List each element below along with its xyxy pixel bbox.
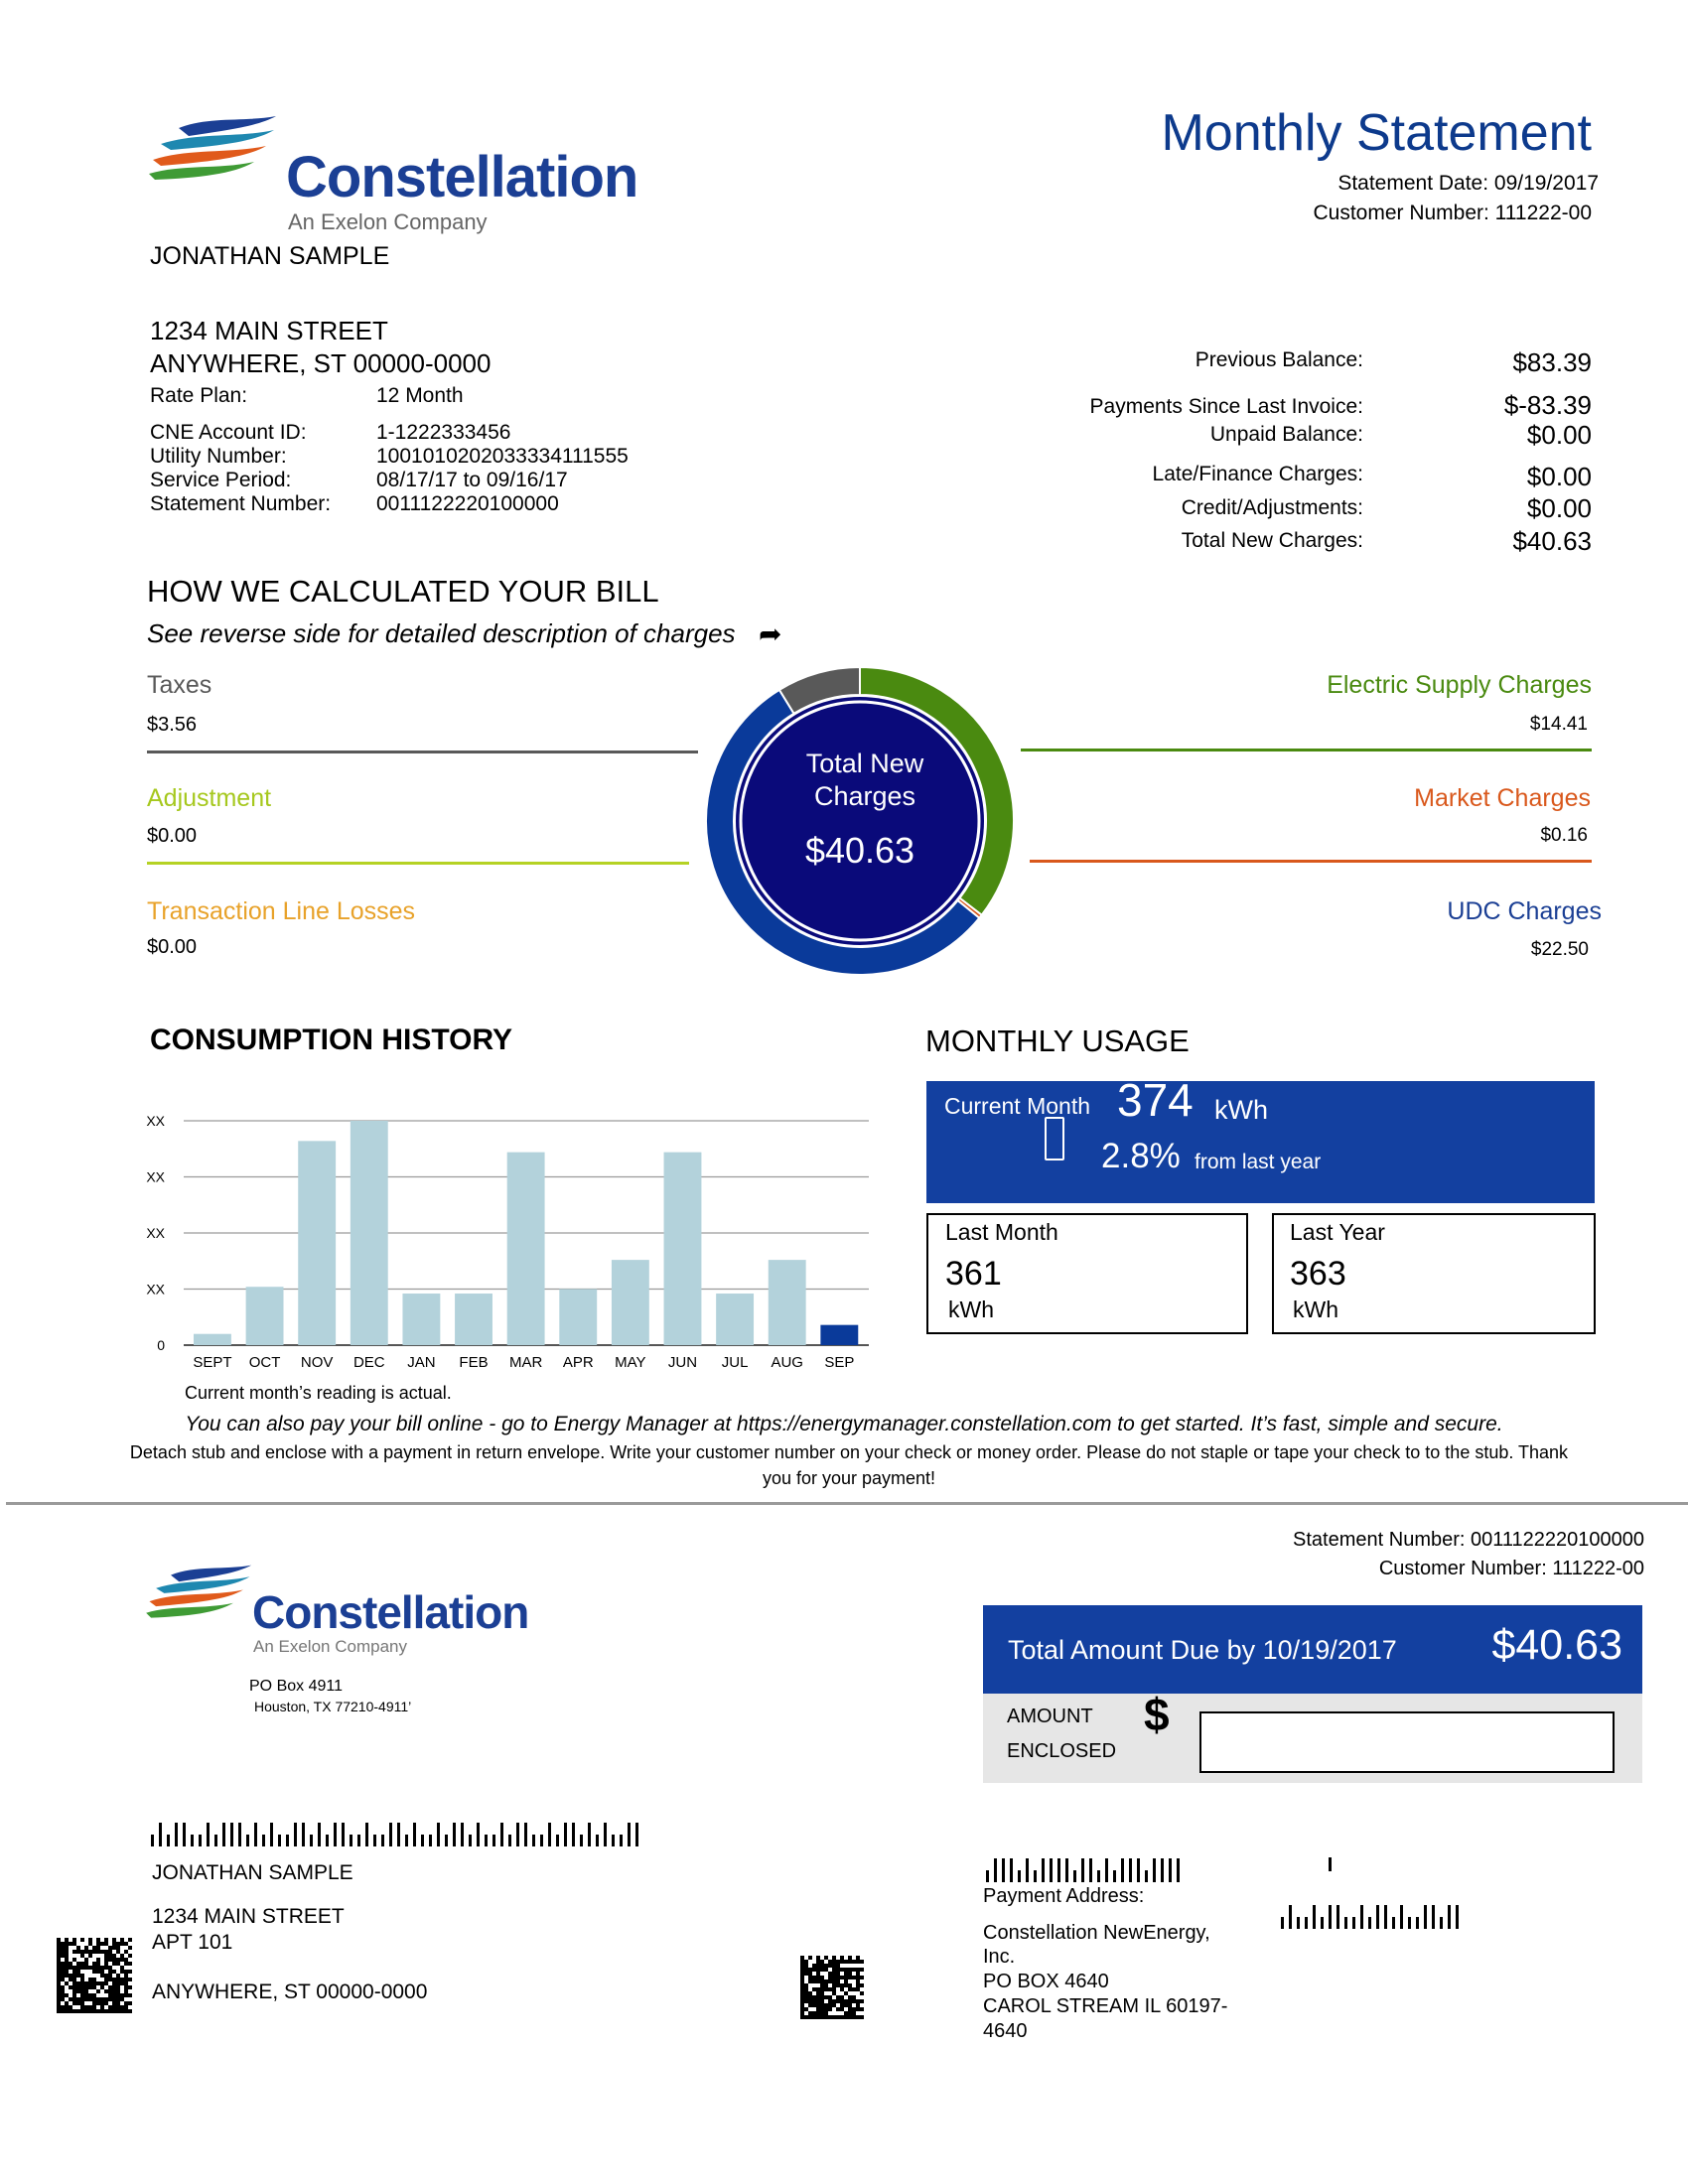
statement-number-label: Statement Number:	[150, 492, 332, 515]
barcode-bar	[612, 1835, 615, 1846]
barcode-bar	[389, 1823, 392, 1846]
x-tick-label: DEC	[352, 1354, 385, 1371]
barcode-bar	[1448, 1905, 1451, 1929]
logo-wordmark: Constellation	[286, 145, 638, 209]
rate-plan-value: 12 Month	[376, 384, 464, 407]
y-tick-label: 0	[157, 1337, 165, 1353]
donut-center-label: Total New Charges	[805, 749, 924, 811]
x-tick-label: NOV	[300, 1354, 334, 1371]
barcode-bar	[1113, 1870, 1116, 1882]
amount-due-banner	[983, 1605, 1642, 1694]
x-tick-label: JUN	[667, 1354, 698, 1371]
barcode-bar	[540, 1835, 543, 1846]
supply-rule	[1021, 749, 1592, 751]
total-new-charges-label: Total New Charges:	[1181, 529, 1363, 552]
amount-enclosed-label-2: ENCLOSED	[1007, 1740, 1117, 1762]
mail-apt: APT 101	[152, 1931, 233, 1954]
payment-address-line-1: Constellation NewEnergy,	[983, 1922, 1210, 1944]
payment-address-line-5: 4640	[983, 2020, 1028, 2042]
barcode-bar	[556, 1835, 559, 1846]
last-month-box	[926, 1213, 1248, 1334]
rate-plan-label: Rate Plan:	[150, 384, 248, 407]
bar-feb	[455, 1294, 492, 1345]
barcode-bar	[453, 1823, 456, 1846]
current-month-unit: kWh	[1214, 1095, 1268, 1125]
amount-enclosed-input[interactable]	[1199, 1711, 1615, 1773]
barcode-bar	[492, 1835, 495, 1846]
late-charges-label: Late/Finance Charges:	[1152, 463, 1363, 485]
barcode-bar	[373, 1835, 376, 1846]
utility-number-value: 1001010202033334111555	[376, 445, 629, 468]
mail-street: 1234 MAIN STREET	[152, 1905, 345, 1928]
last-year-unit: kWh	[1293, 1297, 1338, 1322]
bar-aug	[769, 1260, 806, 1345]
barcode-bar	[1010, 1858, 1013, 1882]
barcode-bar	[286, 1835, 289, 1846]
barcode-bar	[1065, 1858, 1068, 1882]
udc-charges-label: UDC Charges	[1447, 897, 1602, 925]
supply-charges-label: Electric Supply Charges	[1327, 671, 1592, 699]
barcode-bar	[1018, 1870, 1021, 1882]
barcode-bar	[1089, 1858, 1092, 1882]
barcode-bar	[445, 1835, 448, 1846]
line-losses-value: $0.00	[147, 936, 198, 958]
barcode-bar	[564, 1823, 567, 1846]
current-month-panel	[926, 1074, 1595, 1203]
credit-adjustments-value: $0.00	[1526, 493, 1592, 523]
barcode-bar	[357, 1835, 360, 1846]
stub-logo-tagline: An Exelon Company	[253, 1637, 407, 1656]
taxes-value: $3.56	[147, 714, 198, 736]
barcode-bar	[604, 1823, 607, 1846]
barcode-bar	[326, 1835, 329, 1846]
x-tick-label: MAR	[508, 1354, 543, 1371]
amount-enclosed-label-1: AMOUNT	[1007, 1706, 1093, 1727]
consumption-note: Current month’s reading is actual.	[185, 1383, 452, 1403]
stub-customer-number: Customer Number: 111222-00	[1378, 1558, 1644, 1579]
barcode-bar	[413, 1823, 416, 1846]
line-losses-label: Transaction Line Losses	[147, 897, 416, 925]
barcode-bar	[238, 1823, 241, 1846]
barcode-bar	[1121, 1858, 1124, 1882]
service-period-label: Service Period:	[150, 469, 292, 491]
last-month-value: 361	[945, 1255, 1002, 1293]
bar-sep	[820, 1325, 858, 1345]
statement-number-value: 0011122220100000	[376, 492, 559, 515]
barcode-bar	[405, 1835, 408, 1846]
barcode-bar	[1368, 1917, 1371, 1929]
barcode-bar	[421, 1835, 424, 1846]
amount-due-value: $40.63	[1491, 1621, 1622, 1669]
barcode-bar	[1416, 1917, 1419, 1929]
barcode-bar	[1097, 1870, 1100, 1882]
barcode-bar	[246, 1835, 249, 1846]
adjustment-rule	[147, 862, 689, 865]
last-year-label: Last Year	[1290, 1219, 1385, 1245]
late-charges-value: $0.00	[1526, 462, 1592, 491]
barcode-bar	[1026, 1858, 1029, 1882]
barcode-bar	[262, 1835, 265, 1846]
consumption-bar-chart	[139, 1097, 874, 1385]
qr-cell	[860, 2015, 864, 2019]
page-title: Monthly Statement	[1161, 104, 1592, 162]
barcode-bar	[429, 1835, 432, 1846]
charges-donut-chart	[703, 659, 1017, 983]
barcode-bar	[1352, 1917, 1355, 1929]
donut-center	[736, 697, 984, 945]
amount-due-label: Total Amount Due by 10/19/2017	[1008, 1635, 1397, 1665]
barcode-bar	[588, 1823, 591, 1846]
barcode-bar	[1384, 1905, 1387, 1929]
barcode-bar	[620, 1835, 623, 1846]
barcode-bar	[580, 1835, 583, 1846]
taxes-label: Taxes	[147, 671, 212, 699]
calc-title: HOW WE CALCULATED YOUR BILL	[147, 574, 659, 609]
barcode-bar	[310, 1835, 313, 1846]
amount-enclosed-panel	[983, 1689, 1642, 1783]
bar-mar	[507, 1153, 545, 1345]
barcode-bar	[1153, 1858, 1156, 1882]
constellation-logo	[149, 114, 655, 243]
barcode-bar	[175, 1823, 178, 1846]
logo-swoosh-icon	[149, 114, 278, 184]
utility-number-label: Utility Number:	[150, 445, 287, 468]
total-new-charges-value: $40.63	[1512, 526, 1592, 556]
customer-name: JONATHAN SAMPLE	[150, 242, 390, 270]
dollar-sign-icon: $	[1144, 1689, 1170, 1740]
barcode-bar	[986, 1870, 989, 1882]
last-month-label: Last Month	[945, 1219, 1058, 1245]
change-text: from last year	[1195, 1151, 1322, 1173]
payment-address-line-2: Inc.	[983, 1946, 1016, 1968]
x-tick-label: MAY	[615, 1354, 646, 1371]
stub-logo-wordmark: Constellation	[252, 1586, 529, 1638]
stub-qr-code	[800, 1956, 864, 2019]
last-year-box	[1272, 1213, 1596, 1334]
supply-charges-value: $14.41	[1529, 714, 1588, 735]
barcode-bar	[1177, 1858, 1180, 1882]
last-month-unit: kWh	[948, 1297, 994, 1322]
barcode-bar	[1289, 1905, 1292, 1929]
barcode-bar	[1034, 1870, 1037, 1882]
barcode-bar	[1305, 1917, 1308, 1929]
barcode-bar	[548, 1823, 551, 1846]
barcode-bar	[572, 1823, 575, 1846]
unpaid-balance-value: $0.00	[1526, 420, 1592, 450]
barcode-bar	[994, 1858, 997, 1882]
barcode-bar	[469, 1835, 472, 1846]
barcode-bar	[159, 1823, 162, 1846]
payment-address-line-4: CAROL STREAM IL 60197-	[983, 1995, 1228, 2017]
barcode-bar	[437, 1823, 440, 1846]
barcode-bar	[516, 1823, 519, 1846]
stub-logo-swoosh-icon	[145, 1564, 254, 1621]
barcode-bar	[508, 1835, 511, 1846]
barcode-bar	[199, 1835, 202, 1846]
bar-jun	[664, 1153, 702, 1345]
qr-cell	[128, 2009, 132, 2013]
mail-barcode	[151, 1823, 643, 1846]
adjustment-value: $0.00	[147, 825, 198, 847]
barcode-bar	[1050, 1858, 1053, 1882]
current-month-value: 374	[1117, 1074, 1194, 1126]
barcode-bar	[1360, 1905, 1363, 1929]
barcode-bar	[1336, 1905, 1339, 1929]
payment-barcode-2	[1281, 1905, 1464, 1929]
x-tick-label: AUG	[771, 1354, 803, 1371]
barcode-bar	[167, 1835, 170, 1846]
customer-street: 1234 MAIN STREET	[150, 316, 388, 345]
current-month-label: Current Month	[944, 1093, 1091, 1119]
barcode-bar	[1329, 1905, 1332, 1929]
previous-balance-label: Previous Balance:	[1195, 348, 1363, 371]
last-year-value: 363	[1290, 1255, 1346, 1293]
x-tick-label: JAN	[407, 1354, 436, 1371]
barcode-bar	[183, 1823, 186, 1846]
barcode-bar	[1137, 1858, 1140, 1882]
stub-logo	[145, 1564, 542, 1663]
barcode-bar	[635, 1823, 638, 1846]
barcode-bar	[1105, 1858, 1108, 1882]
barcode-bar	[1073, 1870, 1076, 1882]
return-address-line-2: Houston, TX 77210-4911’	[254, 1699, 412, 1714]
account-id-label: CNE Account ID:	[150, 421, 307, 444]
mail-qr-code	[57, 1938, 132, 2013]
barcode-bar	[524, 1823, 527, 1846]
return-address-line-1: PO Box 4911	[249, 1678, 343, 1695]
barcode-bar	[1281, 1917, 1284, 1929]
customer-number: Customer Number: 111222-00	[1313, 202, 1592, 224]
x-tick-label: JUL	[721, 1354, 749, 1371]
barcode-bar	[596, 1835, 599, 1846]
barcode-bar	[1057, 1858, 1060, 1882]
barcode-bar	[1424, 1905, 1427, 1929]
barcode-bar	[278, 1835, 281, 1846]
barcode-bar	[1161, 1858, 1164, 1882]
barcode-bar	[350, 1835, 352, 1846]
payment-address-line-3: PO BOX 4640	[983, 1971, 1109, 1992]
x-tick-label: SEPT	[193, 1354, 232, 1371]
barcode-bar	[222, 1823, 225, 1846]
x-tick-label: FEB	[459, 1354, 489, 1371]
barcode-bar	[1376, 1905, 1379, 1929]
barcode-tick	[1329, 1857, 1332, 1871]
barcode-bar	[1081, 1858, 1084, 1882]
barcode-bar	[1002, 1858, 1005, 1882]
x-tick-label: SEP	[824, 1354, 855, 1371]
credit-adjustments-label: Credit/Adjustments:	[1181, 496, 1363, 519]
barcode-bar	[1313, 1905, 1316, 1929]
mail-city: ANYWHERE, ST 00000-0000	[152, 1980, 428, 2003]
barcode-bar	[365, 1823, 368, 1846]
barcode-bar	[1432, 1905, 1435, 1929]
barcode-bar	[1344, 1917, 1347, 1929]
barcode-bar	[1440, 1917, 1443, 1929]
stub-statement-number: Statement Number: 0011122220100000	[1293, 1529, 1644, 1551]
barcode-bar	[270, 1823, 273, 1846]
usage-title: MONTHLY USAGE	[925, 1024, 1190, 1058]
y-tick-label: XX	[146, 1113, 165, 1129]
payments-value: $-83.39	[1503, 390, 1592, 420]
bar-sept	[194, 1334, 231, 1345]
bar-dec	[351, 1121, 388, 1345]
barcode-bar	[214, 1835, 217, 1846]
barcode-bar	[1392, 1917, 1395, 1929]
curved-arrow-icon: ➦	[759, 618, 782, 649]
payment-barcode	[986, 1858, 1185, 1882]
account-id-value: 1-1222333456	[376, 421, 511, 444]
barcode-bar	[207, 1823, 210, 1846]
barcode-bar	[1169, 1858, 1172, 1882]
barcode-bar	[1321, 1917, 1324, 1929]
market-charges-label: Market Charges	[1414, 784, 1591, 812]
payment-address-label: Payment Address:	[983, 1885, 1145, 1907]
pay-online-text: You can also pay your bill online - go to Energy Manager at https://energymanager.constellation.com to get started. It’s fast, simple and secure.	[185, 1413, 1503, 1435]
barcode-bar	[1129, 1858, 1132, 1882]
barcode-bar	[381, 1835, 384, 1846]
previous-balance-value: $83.39	[1512, 347, 1592, 377]
market-rule	[1030, 860, 1592, 863]
y-tick-label: XX	[146, 1225, 165, 1241]
barcode-bar	[294, 1823, 297, 1846]
bar-jan	[402, 1294, 440, 1345]
barcode-bar	[254, 1823, 257, 1846]
barcode-bar	[318, 1823, 321, 1846]
barcode-bar	[461, 1823, 464, 1846]
adjustment-label: Adjustment	[147, 784, 272, 812]
logo-tagline: An Exelon Company	[288, 209, 488, 234]
barcode-bar	[151, 1835, 154, 1846]
barcode-bar	[342, 1823, 345, 1846]
barcode-bar	[532, 1835, 535, 1846]
barcode-bar	[1408, 1917, 1411, 1929]
barcode-bar	[1145, 1870, 1148, 1882]
taxes-rule	[147, 751, 698, 753]
detach-line	[6, 1502, 1688, 1505]
bar-may	[612, 1260, 649, 1345]
calc-subtitle: See reverse side for detailed description of charges	[147, 618, 736, 648]
service-period-value: 08/17/17 to 09/16/17	[376, 469, 568, 491]
barcode-bar	[230, 1823, 233, 1846]
consumption-title: CONSUMPTION HISTORY	[150, 1024, 513, 1056]
bar-jul	[716, 1294, 754, 1345]
y-tick-label: XX	[146, 1281, 165, 1297]
change-indicator-icon	[1045, 1117, 1064, 1160]
payments-label: Payments Since Last Invoice:	[1089, 395, 1363, 418]
barcode-bar	[302, 1823, 305, 1846]
bar-apr	[559, 1290, 597, 1346]
barcode-bar	[334, 1823, 337, 1846]
barcode-bar	[1400, 1905, 1403, 1929]
change-percent: 2.8%	[1101, 1137, 1181, 1175]
mail-name: JONATHAN SAMPLE	[152, 1861, 353, 1884]
barcode-bar	[500, 1823, 503, 1846]
bar-oct	[246, 1287, 284, 1345]
x-tick-label: APR	[562, 1354, 594, 1371]
x-tick-label: OCT	[248, 1354, 281, 1371]
udc-charges-value: $22.50	[1530, 939, 1589, 960]
statement-date: Statement Date: 09/19/2017	[1337, 172, 1599, 195]
barcode-bar	[477, 1823, 480, 1846]
unpaid-balance-label: Unpaid Balance:	[1209, 423, 1363, 446]
y-tick-label: XX	[146, 1168, 165, 1185]
barcode-bar	[1297, 1917, 1300, 1929]
detach-instructions: Detach stub and enclose with a payment in return envelope. Write your customer number on your check or money order. Please do not staple or tape your check to to the stub. Thank you for your payment!	[129, 1442, 1569, 1488]
customer-city: ANYWHERE, ST 00000-0000	[150, 348, 492, 378]
barcode-bar	[1456, 1905, 1459, 1929]
market-charges-value: $0.16	[1540, 825, 1588, 846]
barcode-bar	[1042, 1858, 1045, 1882]
barcode-bar	[397, 1823, 400, 1846]
barcode-bar	[628, 1823, 631, 1846]
bar-nov	[298, 1141, 336, 1345]
barcode-bar	[191, 1835, 194, 1846]
barcode-bar	[485, 1835, 488, 1846]
donut-center-value: $40.63	[804, 830, 915, 871]
